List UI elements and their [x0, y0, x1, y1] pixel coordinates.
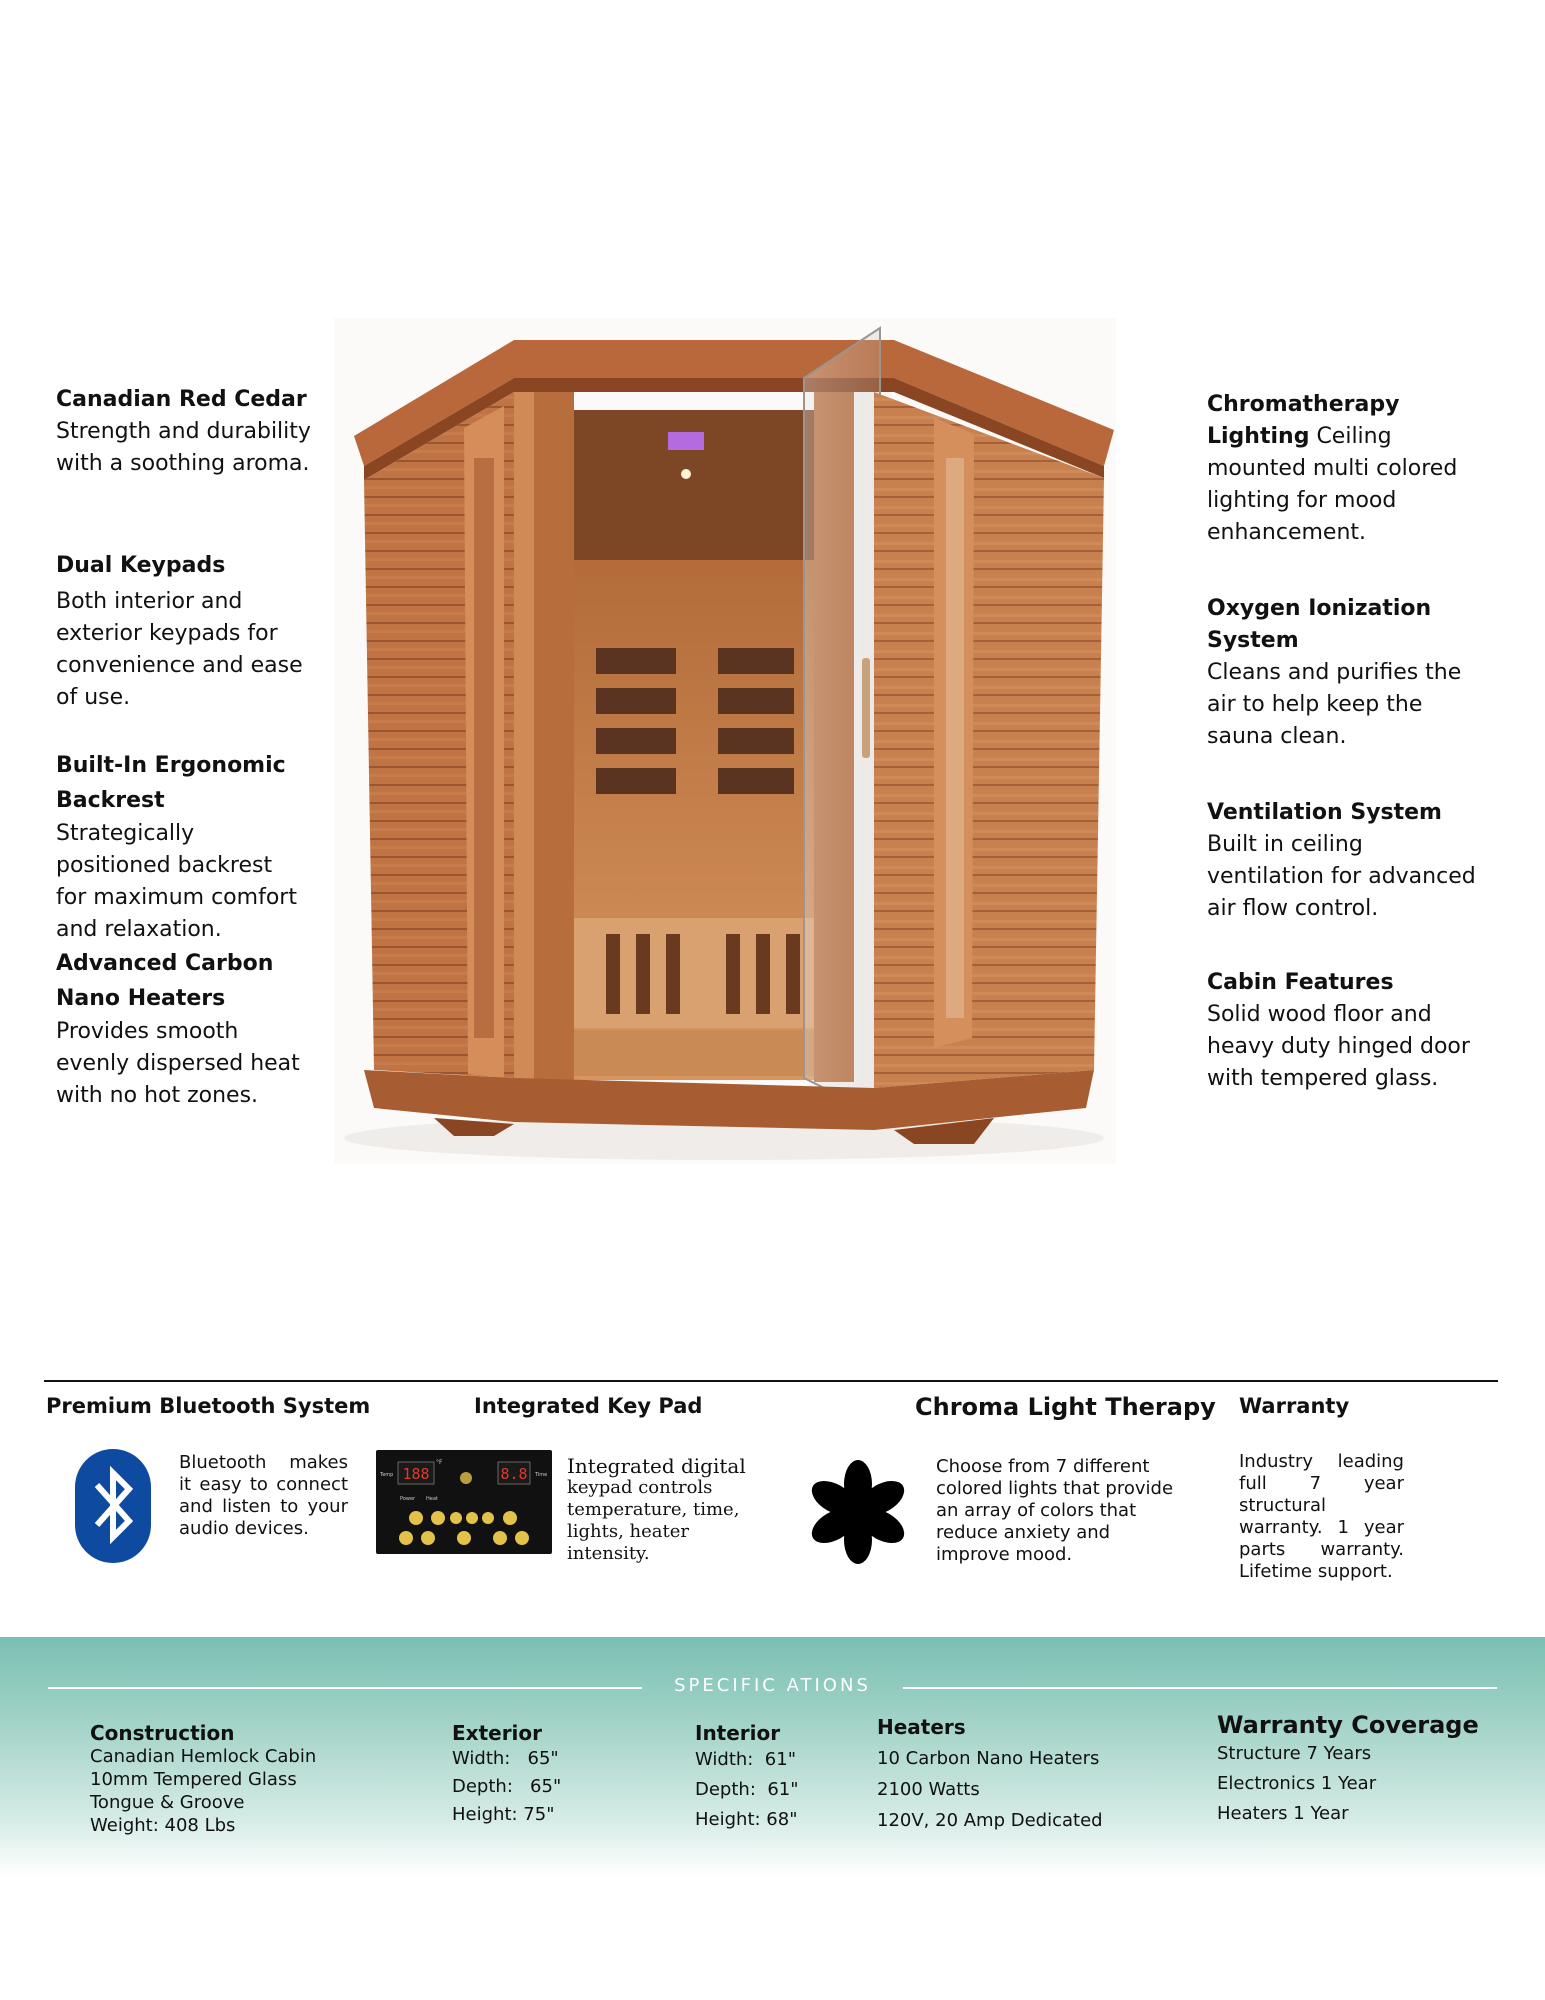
- specs-construction: [90, 1721, 316, 1837]
- feature-desc: Strength and durability with a soothing aroma.: [56, 419, 311, 476]
- specs-row: Weight: 408 Lbs: [90, 1815, 236, 1836]
- feature-chromatherapy: [1207, 389, 1477, 549]
- highlight-desc-keypad-lead: Integrated digital: [567, 1454, 746, 1478]
- specs-interior: [695, 1721, 799, 1835]
- specs-row: Depth: 65": [452, 1776, 562, 1797]
- specs-row: 120V, 20 Amp Dedicated: [877, 1810, 1103, 1831]
- keypad-heat-label: Heat: [426, 1496, 438, 1502]
- highlight-desc-chroma: Choose from 7 different colored lights that provide an array of colors that reduce anxiety and improve mood.: [936, 1456, 1174, 1565]
- keypad-temp-label: Temp: [380, 1472, 394, 1478]
- feature-oxygen-ionization: [1207, 593, 1477, 753]
- highlight-desc-keypad: [567, 1455, 767, 1565]
- feature-title: Advanced Carbon Nano Heaters: [56, 951, 274, 1011]
- specifications-panel: [0, 1637, 1545, 1877]
- feature-desc: Built in ceiling ventilation for advanced air flow control.: [1207, 832, 1476, 921]
- feature-title: Canadian Red Cedar: [56, 387, 307, 412]
- feature-dual-keypads: [56, 550, 316, 714]
- specs-row: Electronics 1 Year: [1217, 1773, 1377, 1794]
- feature-title: Chromatherapy Lighting: [1207, 392, 1400, 449]
- feature-ventilation: [1207, 797, 1477, 925]
- feature-canadian-red-cedar: [56, 384, 316, 480]
- feature-ergonomic-backrest: [56, 748, 306, 946]
- feature-cabin: [1207, 967, 1477, 1095]
- bluetooth-icon: [75, 1449, 151, 1563]
- feature-desc: Ceiling mounted multi colored lighting for mood enhancement.: [1207, 424, 1458, 545]
- specs-heaters-heading: Heaters: [877, 1715, 966, 1739]
- specs-row: Tongue & Groove: [90, 1792, 245, 1813]
- feature-desc: Both interior and exterior keypads for convenience and ease of use.: [56, 589, 303, 710]
- specs-row: 2100 Watts: [877, 1779, 980, 1800]
- specs-construction-heading: Construction: [90, 1721, 235, 1745]
- keypad-power-label: Power: [400, 1496, 416, 1502]
- highlight-desc-bluetooth: Bluetooth makes it easy to connect and listen to your audio devices.: [179, 1452, 348, 1539]
- highlight-title-keypad: Integrated Key Pad: [474, 1394, 703, 1418]
- feature-title: Cabin Features: [1207, 970, 1394, 995]
- specs-interior-heading: Interior: [695, 1721, 781, 1745]
- specs-exterior-heading: Exterior: [452, 1721, 543, 1745]
- highlight-title-warranty: Warranty: [1239, 1394, 1350, 1418]
- specs-row: Width: 61": [695, 1749, 796, 1770]
- specs-row: Height: 75": [452, 1804, 555, 1825]
- flower-icon: [808, 1457, 908, 1567]
- specs-heaters: [877, 1715, 1103, 1836]
- feature-title: Dual Keypads: [56, 553, 226, 578]
- sauna-photo: [334, 318, 1116, 1164]
- highlight-desc-warranty: Industry leading full 7 year structural warranty. 1 year parts warranty. Lifetime support.: [1239, 1451, 1404, 1582]
- highlight-desc-keypad-text: keypad controls temperature, time, lights, heater intensity.: [567, 1477, 740, 1564]
- keypad-image: [376, 1450, 552, 1554]
- feature-title: Built-In Ergonomic Backrest: [56, 753, 286, 813]
- sauna-illustration: [334, 318, 1116, 1164]
- feature-desc: Strategically positioned backrest for maximum comfort and relaxation.: [56, 821, 297, 942]
- feature-title: Oxygen Ionization System: [1207, 596, 1432, 653]
- feature-carbon-nano-heaters: [56, 946, 306, 1112]
- keypad-unit-label: °F: [436, 1459, 443, 1466]
- highlight-title-bluetooth: Premium Bluetooth System: [46, 1394, 371, 1418]
- specs-warranty-heading: Warranty Coverage: [1217, 1711, 1479, 1739]
- specs-exterior: [452, 1721, 561, 1829]
- specs-title: SPECIFIC ATIONS: [674, 1675, 871, 1696]
- specs-row: Depth: 61": [695, 1779, 799, 1800]
- specs-row: Width: 65": [452, 1748, 559, 1769]
- feature-desc: Provides smooth evenly dispersed heat with no hot zones.: [56, 1019, 300, 1108]
- feature-desc: Cleans and purifies the air to help keep the sauna clean.: [1207, 660, 1462, 749]
- specs-row: Structure 7 Years: [1217, 1743, 1372, 1764]
- keypad-time-label: Time: [535, 1472, 548, 1478]
- feature-desc: Solid wood floor and heavy duty hinged door with tempered glass.: [1207, 1002, 1470, 1091]
- specs-row: Height: 68": [695, 1809, 798, 1830]
- specs-row: 10mm Tempered Glass: [90, 1769, 297, 1790]
- specs-rule-right: [903, 1687, 1497, 1689]
- keypad-temp-display: 188: [402, 1465, 430, 1483]
- specs-warranty: [1217, 1711, 1479, 1829]
- highlight-title-chroma: Chroma Light Therapy: [915, 1393, 1216, 1421]
- keypad-time-display: 8.8: [500, 1465, 528, 1483]
- specs-row: Heaters 1 Year: [1217, 1803, 1349, 1824]
- specs-row: Canadian Hemlock Cabin: [90, 1746, 317, 1767]
- specs-row: 10 Carbon Nano Heaters: [877, 1748, 1100, 1769]
- feature-title: Ventilation System: [1207, 800, 1442, 825]
- section-divider: [44, 1380, 1498, 1382]
